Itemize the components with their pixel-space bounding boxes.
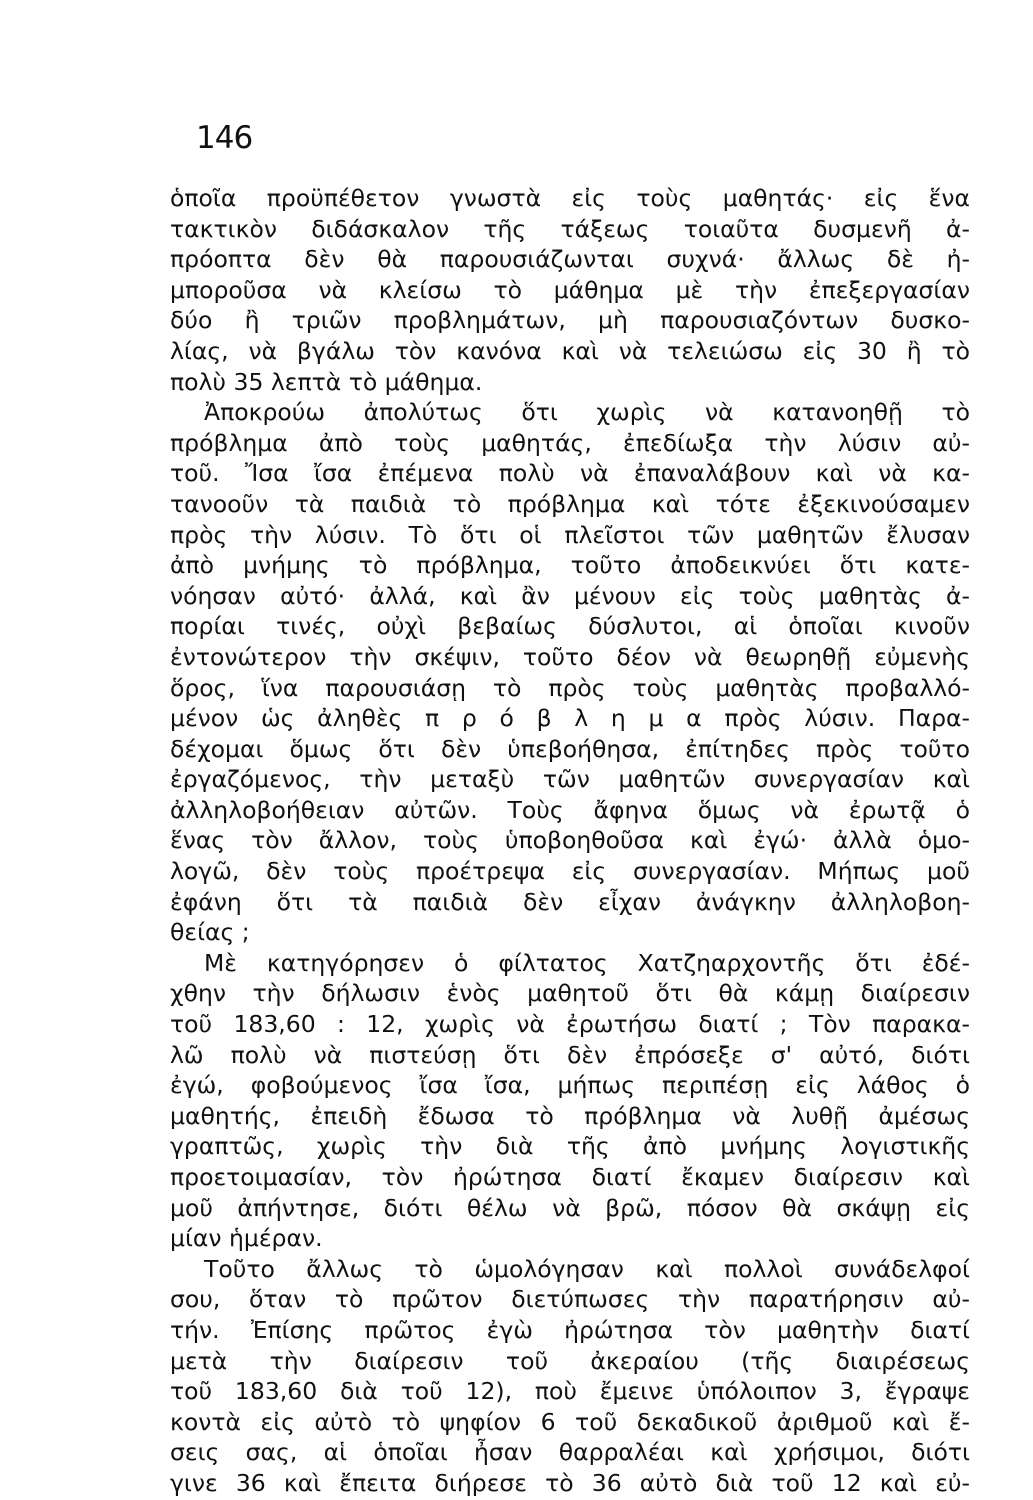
text-line: Τοῦτο ἄλλως τὸ ὡμολόγησαν καὶ πολλοὶ συνάδελφοί [204, 1254, 970, 1283]
text-line: μένον ὡς ἀληθὲς π ρ ό β λ η μ α πρὸς λύσιν. Παρα- [170, 704, 970, 733]
text-line: πορίαι τινές, οὐχὶ βεβαίως δύσλυτοι, αἱ ὁποῖαι κινοῦν [170, 612, 970, 641]
text-line: ἀπὸ μνήμης τὸ πρόβλημα, τοῦτο ἀποδεικνύει ὅτι κατε- [170, 551, 970, 580]
text-line: κοντὰ εἰς αὐτὸ τὸ ψηφίον 6 τοῦ δεκαδικοῦ ἀριθμοῦ καὶ ἔ- [170, 1407, 970, 1436]
text-line: λογῶ, δὲν τοὺς προέτρεψα εἰς συνεργασίαν. Μήπως μοῦ [170, 857, 970, 886]
text-line: μίαν ἡμέραν. [170, 1224, 323, 1253]
text-line: πολὺ 35 λεπτὰ τὸ μάθημα. [170, 367, 483, 396]
text-line: μαθητής, ἐπειδὴ ἔδωσα τὸ πρόβλημα νὰ λυθῇ ἀμέσως [170, 1101, 970, 1130]
text-line: γραπτῶς, χωρὶς τὴν διὰ τῆς ἀπὸ μνήμης λογιστικῆς [170, 1132, 970, 1161]
text-line: δύο ἢ τριῶν προβλημάτων, μὴ παρουσιαζόντων δυσκο- [170, 306, 970, 335]
text-line: δέχομαι ὅμως ὅτι δὲν ὑπεβοήθησα, ἐπίτηδες πρὸς τοῦτο [170, 734, 970, 763]
text-line: σου, ὅταν τὸ πρῶτον διετύπωσες τὴν παρατήρησιν αὐ- [170, 1285, 970, 1314]
text-line: τανοοῦν τὰ παιδιὰ τὸ πρόβλημα καὶ τότε ἐξεκινούσαμεν [170, 489, 970, 518]
text-line: θείας ; [170, 918, 250, 947]
text-line: Μὲ κατηγόρησεν ὁ φίλτατος Χατζηαρχοντῆς ὅτι ἐδέ- [204, 948, 970, 977]
body-text [170, 183, 970, 1499]
text-line: ἕνας τὸν ἄλλον, τοὺς ὑποβοηθοῦσα καὶ ἐγώ· ἀλλὰ ὁμο- [170, 826, 970, 855]
text-line: προετοιμασίαν, τὸν ἠρώτησα διατί ἔκαμεν διαίρεσιν καὶ [170, 1163, 970, 1191]
text-line: τοῦ 183,60 διὰ τοῦ 12), ποὺ ἔμεινε ὑπόλοιπον 3, ἔγραψε [170, 1377, 970, 1406]
text-line: γινε 36 καὶ ἔπειτα διήρεσε τὸ 36 αὐτὸ διὰ τοῦ 12 καὶ εὐ- [170, 1468, 970, 1497]
text-line: πρόβλημα ἀπὸ τοὺς μαθητάς, ἐπεδίωξα τὴν λύσιν αὐ- [170, 428, 970, 457]
text-line: ἐργαζόμενος, τὴν μεταξὺ τῶν μαθητῶν συνεργασίαν καὶ [170, 765, 970, 794]
text-line: ἀλληλοβοήθειαν αὐτῶν. Τοὺς ἄφηνα ὅμως νὰ ἐρωτᾷ ὁ [170, 795, 970, 824]
text-line: ὁποῖα προϋπέθετον γνωστὰ εἰς τοὺς μαθητάς· εἰς ἕνα [170, 184, 970, 212]
text-line: λῶ πολὺ νὰ πιστεύσῃ ὅτι δὲν ἐπρόσεξε σ' αὐτό, διότι [170, 1040, 970, 1069]
text-line: λίας, νὰ βγάλω τὸν κανόνα καὶ νὰ τελειώσω εἰς 30 ἢ τὸ [170, 336, 970, 365]
text-line: σεις σας, αἱ ὁποῖαι ἦσαν θαρραλέαι καὶ χρήσιμοι, διότι [170, 1438, 970, 1467]
text-line: ὅρος, ἵνα παρουσιάσῃ τὸ πρὸς τοὺς μαθητὰς προβαλλό- [170, 673, 970, 702]
text-line: τοῦ 183,60 : 12, χωρὶς νὰ ἐρωτήσω διατί ; Τὸν παρακα- [170, 1010, 970, 1039]
text-line: μοῦ ἀπήντησε, διότι θέλω νὰ βρῶ, πόσον θὰ σκάψῃ εἰς [170, 1193, 970, 1222]
page-number: 146 [196, 120, 253, 156]
text-line: ἐντονώτερον τὴν σκέψιν, τοῦτο δέον νὰ θεωρηθῇ εὐμενὴς [170, 642, 970, 671]
text-line: μποροῦσα νὰ κλείσω τὸ μάθημα μὲ τὴν ἐπεξεργασίαν [170, 275, 970, 304]
text-line: πρὸς τὴν λύσιν. Τὸ ὅτι οἱ πλεῖστοι τῶν μαθητῶν ἔλυσαν [170, 520, 970, 549]
text-line: Ἀποκρούω ἀπολύτως ὅτι χωρὶς νὰ κατανοηθῇ τὸ [204, 398, 970, 427]
text-line: πρόοπτα δὲν θὰ παρουσιάζωνται συχνά· ἄλλως δὲ ἠ- [170, 245, 970, 274]
text-line: ἐφάνη ὅτι τὰ παιδιὰ δὲν εἶχαν ἀνάγκην ἀλληλοβοη- [170, 887, 970, 916]
text-line: τακτικὸν διδάσκαλον τῆς τάξεως τοιαῦτα δυσμενῆ ἀ- [170, 214, 970, 243]
text-line: μετὰ τὴν διαίρεσιν τοῦ ἀκεραίου (τῆς διαιρέσεως [170, 1346, 970, 1375]
text-line: χθην τὴν δήλωσιν ἑνὸς μαθητοῦ ὅτι θὰ κάμῃ διαίρεσιν [170, 979, 970, 1008]
text-line: τήν. Ἐπίσης πρῶτος ἐγὼ ἠρώτησα τὸν μαθητὴν διατί [170, 1315, 970, 1344]
text-line: νόησαν αὐτό· ἀλλά, καὶ ἂν μένουν εἰς τοὺς μαθητὰς ἀ- [170, 581, 970, 610]
text-line: ἐγώ, φοβούμενος ἴσα ἴσα, μήπως περιπέσῃ εἰς λάθος ὁ [170, 1071, 970, 1100]
text-line: τοῦ. Ἴσα ἴσα ἐπέμενα πολὺ νὰ ἐπαναλάβουν καὶ νὰ κα- [170, 459, 970, 488]
